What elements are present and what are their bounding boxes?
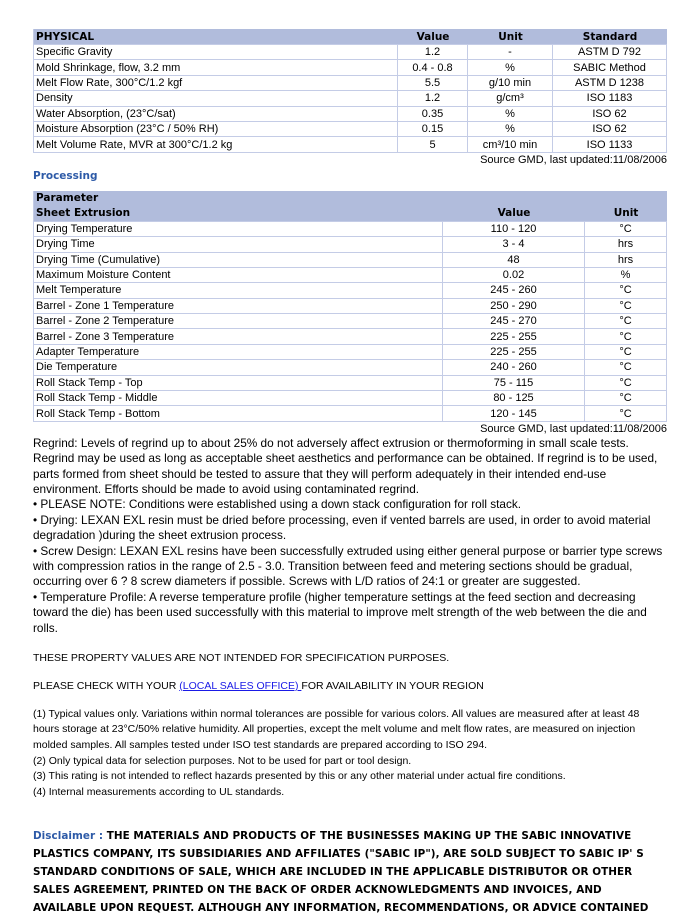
standard-cell: SABIC Method <box>553 60 667 75</box>
header-standard: Standard <box>553 29 667 45</box>
header-unit: Unit <box>585 206 667 222</box>
unit-cell: g/cm³ <box>468 91 553 106</box>
regrind-note: Regrind: Levels of regrind up to about 25% do not adversely affect extrusion or thermoforming in small scale tests. Regrind may be used as long as acceptable sheet aesthetics and performance can be obtained. If regrind is to be used, parts formed from sheet should be tested to assure that they will perform adequately in their intended end-use environment. Efforts should be made to avoid using contaminated regrind. <box>33 435 658 497</box>
value-cell: 1.2 <box>398 45 468 60</box>
check-prefix: PLEASE CHECK WITH YOUR <box>33 679 180 692</box>
table-row <box>33 60 667 75</box>
table-row <box>33 122 667 137</box>
standard-cell: ISO 62 <box>553 107 667 122</box>
table-row <box>33 283 667 298</box>
parameter-cell: Drying Time (Cumulative) <box>33 253 443 268</box>
value-cell: 0.02 <box>443 268 585 283</box>
property-cell: Mold Shrinkage, flow, 3.2 mm <box>33 60 398 75</box>
table-row <box>33 391 667 406</box>
parameter-cell: Melt Temperature <box>33 283 443 298</box>
unit-cell: % <box>468 107 553 122</box>
value-cell: 0.4 - 0.8 <box>398 60 468 75</box>
standard-cell: ISO 62 <box>553 122 667 137</box>
value-cell: 48 <box>443 253 585 268</box>
parameter-cell: Maximum Moisture Content <box>33 268 443 283</box>
table-row <box>33 107 667 122</box>
table-row <box>33 222 667 237</box>
footnote: (4) Internal measurements according to UL standards. <box>33 786 285 799</box>
footnotes <box>33 707 667 801</box>
unit-cell: g/10 min <box>468 76 553 91</box>
processing-table <box>33 191 667 422</box>
standard-cell: ISO 1133 <box>553 137 667 152</box>
value-cell: 80 - 125 <box>443 391 585 406</box>
parameter-cell: Barrel - Zone 2 Temperature <box>33 314 443 329</box>
table-header-row <box>33 191 667 206</box>
footnote: (1) Typical values only. Variations within normal tolerances are possible for various colors. All values are measured after at least 48 hours storage at 23°C/50% relative humidity. All properties, except the melt volume and melt flow rates, are measured on injection molded samples. All samples tested under ISO test standards are prepared according to ISO 294. <box>33 707 640 751</box>
property-cell: Water Absorption, (23°C/sat) <box>33 107 398 122</box>
bullet-note: • Drying: LEXAN EXL resin must be dried before processing, even if vented barrels are used, in order to avoid material degradation )during the sheet extrusion process. <box>33 512 651 543</box>
disclaimer-label: Disclaimer : <box>33 829 107 842</box>
unit-cell: cm³/10 min <box>468 137 553 152</box>
bullet-note: • PLEASE NOTE: Conditions were established using a down stack configuration for roll stack. <box>33 497 522 512</box>
table-row <box>33 91 667 106</box>
unit-cell: °C <box>585 299 667 314</box>
unit-cell: % <box>468 122 553 137</box>
physical-source-note: Source GMD, last updated:11/08/2006 <box>480 153 667 166</box>
value-cell: 3 - 4 <box>443 237 585 252</box>
header-parameter: Parameter <box>33 191 667 206</box>
value-cell: 5.5 <box>398 76 468 91</box>
parameter-cell: Die Temperature <box>33 360 443 375</box>
header-value: Value <box>398 29 468 45</box>
table-row <box>33 406 667 421</box>
unit-cell: % <box>468 60 553 75</box>
table-row <box>33 314 667 329</box>
value-cell: 0.15 <box>398 122 468 137</box>
disclaimer-text: THE MATERIALS AND PRODUCTS OF THE BUSINESSES MAKING UP THE SABIC INNOVATIVE PLASTICS COMPANY, ITS SUBSIDIARIES AND AFFILIATES ("SABIC IP"), ARE SOLD SUBJECT TO SABIC IP' S STANDARD CONDITIONS OF SALE, WHICH ARE INCLUDED IN THE APPLICABLE DISTRIBUTOR OR OTHER SALES AGREEMENT, PRINTED ON THE BACK OF ORDER ACKNOWLEDGMENTS AND INVOICES, AND AVAILABLE UPON REQUEST. ALTHOUGH ANY INFORMATION, RECOMMENDATIONS, OR ADVICE CONTAINED <box>33 829 649 914</box>
table-header-row <box>33 206 667 222</box>
parameter-cell: Barrel - Zone 1 Temperature <box>33 299 443 314</box>
value-cell: 240 - 260 <box>443 360 585 375</box>
property-cell: Specific Gravity <box>33 45 398 60</box>
value-cell: 225 - 255 <box>443 329 585 344</box>
footnote: (2) Only typical data for selection purposes. Not to be used for part or tool design. <box>33 754 412 767</box>
physical-properties-table <box>33 29 667 153</box>
header-physical: PHYSICAL <box>33 29 398 45</box>
unit-cell: °C <box>585 376 667 391</box>
unit-cell: hrs <box>585 237 667 252</box>
unit-cell: °C <box>585 222 667 237</box>
processing-source-note: Source GMD, last updated:11/08/2006 <box>480 422 667 435</box>
unit-cell: hrs <box>585 253 667 268</box>
processing-notes <box>33 436 667 636</box>
header-sheet-extrusion: Sheet Extrusion <box>33 206 443 222</box>
property-cell: Melt Flow Rate, 300°C/1.2 kgf <box>33 76 398 91</box>
property-cell: Moisture Absorption (23°C / 50% RH) <box>33 122 398 137</box>
spec-warning: THESE PROPERTY VALUES ARE NOT INTENDED FOR SPECIFICATION PURPOSES. <box>33 652 450 665</box>
value-cell: 0.35 <box>398 107 468 122</box>
value-cell: 110 - 120 <box>443 222 585 237</box>
footnote: (3) This rating is not intended to reflect hazards presented by this or any other material under actual fire conditions. <box>33 770 566 783</box>
value-cell: 245 - 270 <box>443 314 585 329</box>
value-cell: 250 - 290 <box>443 299 585 314</box>
unit-cell: °C <box>585 283 667 298</box>
table-row <box>33 345 667 360</box>
table-row <box>33 253 667 268</box>
table-row <box>33 45 667 60</box>
table-row <box>33 137 667 152</box>
unit-cell: °C <box>585 329 667 344</box>
table-header-row <box>33 29 667 45</box>
bullet-note: • Screw Design: LEXAN EXL resins have been successfully extruded using either general purpose or barrier type screws with compression ratios in the range of 2.5 - 3.0. Transition between feed and metering sections should be gradual, occurring over 6 ? 8 screw diameters if possible. Screws with L/D ratios of 24:1 or greater are suggested. <box>33 543 663 589</box>
parameter-cell: Drying Temperature <box>33 222 443 237</box>
unit-cell: °C <box>585 360 667 375</box>
check-suffix: FOR AVAILABILITY IN YOUR REGION <box>301 679 484 692</box>
processing-heading: Processing <box>33 169 98 182</box>
value-cell: 1.2 <box>398 91 468 106</box>
value-cell: 5 <box>398 137 468 152</box>
header-value: Value <box>443 206 585 222</box>
unit-cell: °C <box>585 314 667 329</box>
parameter-cell: Roll Stack Temp - Middle <box>33 391 443 406</box>
sales-office-notice <box>33 679 667 695</box>
property-cell: Density <box>33 91 398 106</box>
table-row <box>33 299 667 314</box>
value-cell: 245 - 260 <box>443 283 585 298</box>
parameter-cell: Drying Time <box>33 237 443 252</box>
value-cell: 225 - 255 <box>443 345 585 360</box>
unit-cell: - <box>468 45 553 60</box>
unit-cell: °C <box>585 406 667 421</box>
unit-cell: % <box>585 268 667 283</box>
table-row <box>33 76 667 91</box>
standard-cell: ASTM D 1238 <box>553 76 667 91</box>
standard-cell: ISO 1183 <box>553 91 667 106</box>
table-row <box>33 268 667 283</box>
standard-cell: ASTM D 792 <box>553 45 667 60</box>
disclaimer <box>33 827 667 917</box>
value-cell: 75 - 115 <box>443 376 585 391</box>
parameter-cell: Roll Stack Temp - Top <box>33 376 443 391</box>
parameter-cell: Roll Stack Temp - Bottom <box>33 406 443 421</box>
property-cell: Melt Volume Rate, MVR at 300°C/1.2 kg <box>33 137 398 152</box>
parameter-cell: Barrel - Zone 3 Temperature <box>33 329 443 344</box>
table-row <box>33 329 667 344</box>
value-cell: 120 - 145 <box>443 406 585 421</box>
datasheet-page <box>33 29 667 917</box>
parameter-cell: Adapter Temperature <box>33 345 443 360</box>
bullet-note: • Temperature Profile: A reverse temperature profile (higher temperature settings at the feed section and decreasing toward the die) has been used successfully with this material to improve melt strength of the web between the die and rolls. <box>33 589 647 635</box>
header-unit: Unit <box>468 29 553 45</box>
unit-cell: °C <box>585 391 667 406</box>
local-sales-office-link[interactable]: (LOCAL SALES OFFICE) <box>179 679 302 692</box>
table-row <box>33 237 667 252</box>
table-row <box>33 360 667 375</box>
unit-cell: °C <box>585 345 667 360</box>
table-row <box>33 376 667 391</box>
